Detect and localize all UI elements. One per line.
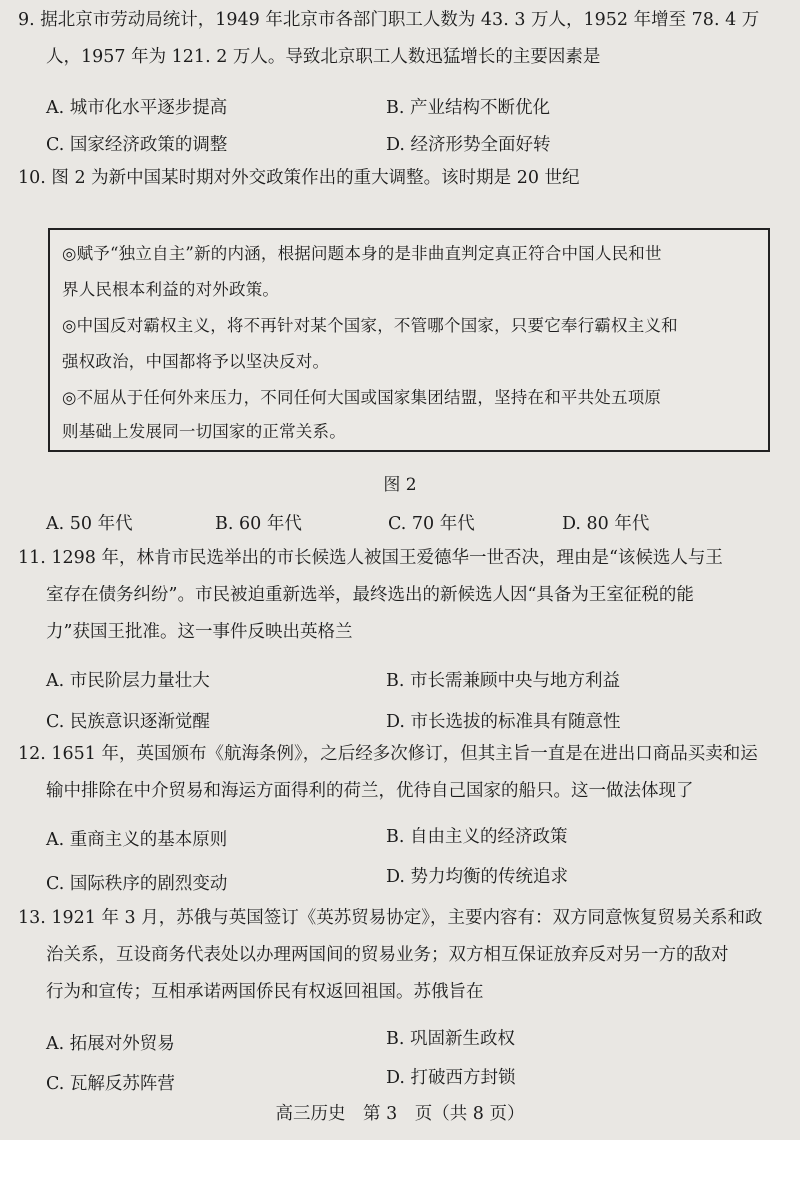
figure-2-line-4: 强权政治，中国都将予以坚决反对。: [62, 352, 330, 371]
question-10-option-a[interactable]: A. 50 年代: [46, 514, 133, 534]
question-11-option-d[interactable]: D. 市长选拔的标准具有随意性: [386, 712, 621, 732]
figure-2-line-5: ◎不屈从于任何外来压力，不同任何大国或国家集团结盟，坚持在和平共处五项原: [62, 388, 662, 407]
question-12-stem-line-2: 输中排除在中介贸易和海运方面得利的荷兰，优待自己国家的船只。这一做法体现了: [46, 781, 694, 801]
question-11-stem-line-2: 室存在债务纠纷”。市民被迫重新选举，最终选出的新候选人因“具备为王室征税的能: [46, 585, 694, 605]
question-13: [18, 906, 793, 1004]
question-13-option-a[interactable]: A. 拓展对外贸易: [46, 1034, 175, 1054]
question-11-option-a[interactable]: A. 市民阶层力量壮大: [46, 671, 210, 691]
question-10-option-d[interactable]: D. 80 年代: [562, 514, 650, 534]
question-13-stem-line-1: 13. 1921 年 3 月，苏俄与英国签订《英苏贸易协定》，主要内容有：双方同意恢复贸易关系和政: [18, 908, 763, 928]
question-12-stem-line-1: 12. 1651 年，英国颁布《航海条例》，之后经多次修订，但其主旨一直是在进出口商品买卖和运: [18, 744, 758, 764]
question-9-option-b[interactable]: B. 产业结构不断优化: [386, 98, 550, 118]
question-9-option-d[interactable]: D. 经济形势全面好转: [386, 135, 551, 155]
question-13-stem-line-2: 治关系，互设商务代表处以办理两国间的贸易业务；双方相互保证放弃反对另一方的敌对: [46, 945, 729, 965]
question-9: [18, 8, 793, 69]
question-9-stem-line-1: 9. 据北京市劳动局统计，1949 年北京市各部门职工人数为 43. 3 万人，1952 年增至 78. 4 万: [18, 10, 760, 30]
figure-2-box: [48, 228, 770, 452]
page-footer: 高三历史 第 3 页（共 8 页）: [275, 1104, 525, 1124]
figure-2-caption: 图 2: [383, 475, 417, 495]
question-11: [18, 546, 793, 644]
figure-2-line-3: ◎中国反对霸权主义，将不再针对某个国家，不管哪个国家，只要它奉行霸权主义和: [62, 316, 678, 335]
question-9-option-a[interactable]: A. 城市化水平逐步提高: [46, 98, 228, 118]
question-13-option-d[interactable]: D. 打破西方封锁: [386, 1068, 516, 1088]
question-11-stem-line-3: 力”获国王批准。这一事件反映出英格兰: [46, 622, 353, 642]
question-11-option-b[interactable]: B. 市长需兼顾中央与地方利益: [386, 671, 620, 691]
question-10: [18, 166, 793, 190]
question-13-stem-line-3: 行为和宣传；互相承诺两国侨民有权返回祖国。苏俄旨在: [46, 982, 484, 1002]
figure-2-line-2: 界人民根本利益的对外政策。: [62, 280, 280, 299]
question-9-option-c[interactable]: C. 国家经济政策的调整: [46, 135, 228, 155]
question-12-option-a[interactable]: A. 重商主义的基本原则: [46, 830, 228, 850]
figure-2-line-6: 则基础上发展同一切国家的正常关系。: [62, 422, 346, 441]
question-13-option-c[interactable]: C. 瓦解反苏阵营: [46, 1074, 175, 1094]
question-10-option-b[interactable]: B. 60 年代: [215, 514, 302, 534]
figure-2-line-1: ◎赋予“独立自主”新的内涵，根据问题本身的是非曲直判定真正符合中国人民和世: [62, 244, 662, 263]
question-10-stem: 10. 图 2 为新中国某时期对外交政策作出的重大调整。该时期是 20 世纪: [18, 168, 580, 188]
question-12-option-b[interactable]: B. 自由主义的经济政策: [386, 827, 568, 847]
question-11-option-c[interactable]: C. 民族意识逐渐觉醒: [46, 712, 210, 732]
question-13-option-b[interactable]: B. 巩固新生政权: [386, 1029, 515, 1049]
question-12-option-d[interactable]: D. 势力均衡的传统追求: [386, 867, 569, 887]
question-11-stem-line-1: 11. 1298 年，林肯市民选举出的市长候选人被国王爱德华一世否决，理由是“该候选人与王: [18, 548, 723, 568]
question-12: [18, 742, 793, 803]
question-9-stem-line-2: 人，1957 年为 121. 2 万人。导致北京职工人数迅猛增长的主要因素是: [46, 47, 601, 67]
question-10-option-c[interactable]: C. 70 年代: [388, 514, 475, 534]
question-12-option-c[interactable]: C. 国际秩序的剧烈变动: [46, 874, 228, 894]
